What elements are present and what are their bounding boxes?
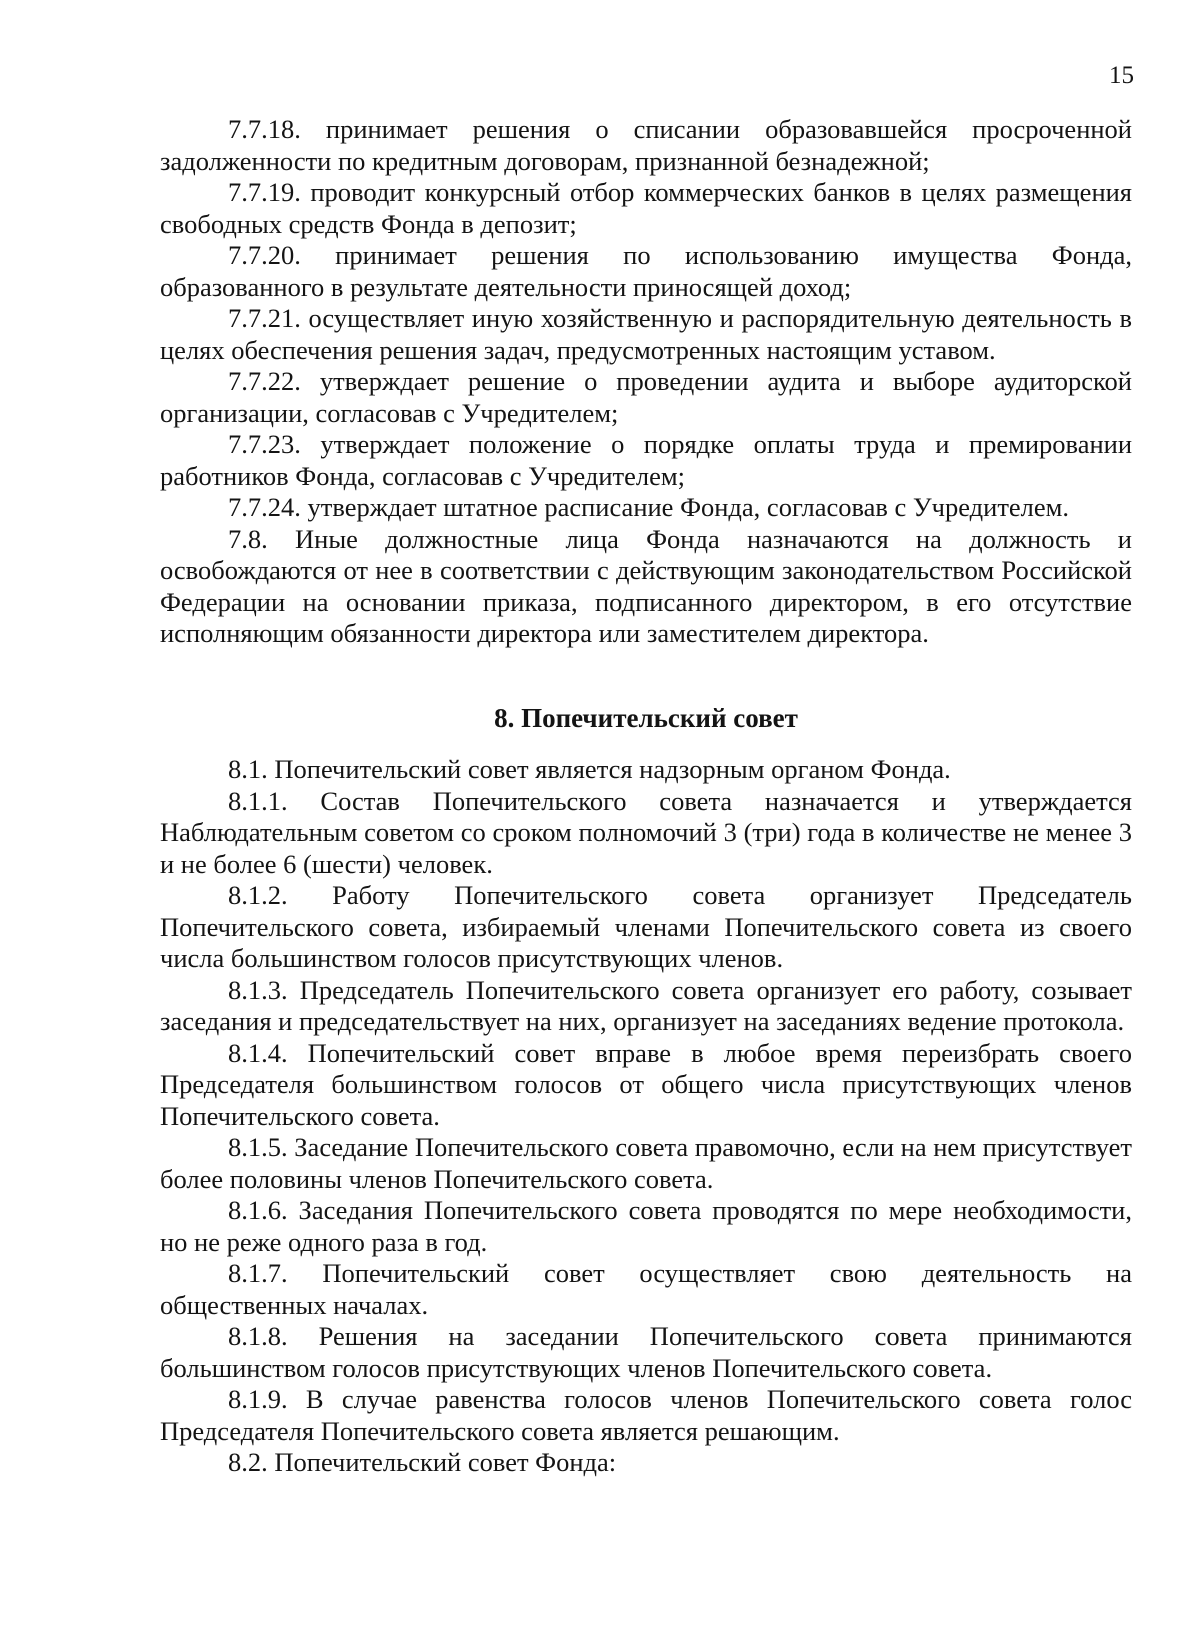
paragraph-8-1-3: 8.1.3. Председатель Попечительского совета организует его работу, созывает заседания и председательствует на них, организует на заседаниях ведение протокола. <box>160 974 1132 1036</box>
paragraph-7-7-20: 7.7.20. принимает решения по использованию имущества Фонда, образованного в результате деятельности приносящей доход; <box>160 240 1132 302</box>
paragraph-8-1-8: 8.1.8. Решения на заседании Попечительского совета принимаются большинством голосов присутствующих членов Попечительского совета. <box>160 1321 1132 1383</box>
page-number: 15 <box>1109 62 1134 89</box>
section-title: 8. Попечительский совет <box>494 702 798 733</box>
paragraph-8-1-4: 8.1.4. Попечительский совет вправе в любое время переизбрать своего Председателя большинством голосов от общего числа присутствующих членов Попечительского совета. <box>160 1037 1132 1131</box>
paragraph-8-1-1: 8.1.1. Состав Попечительского совета назначается и утверждается Наблюдательным советом со сроком полномочий 3 (три) года в количестве не менее 3 и не более 6 (шести) человек. <box>160 785 1132 879</box>
paragraph-8-2: 8.2. Попечительский совет Фонда: <box>228 1447 617 1477</box>
paragraph-8-1-2: 8.1.2. Работу Попечительского совета организует Председатель Попечительского совета, избираемый членами Попечительского совета из своего числа большинством голосов присутствующих членов. <box>160 880 1132 973</box>
paragraph-7-7-22: 7.7.22. утверждает решение о проведении аудита и выборе аудиторской организации, согласовав с Учредителем; <box>160 366 1132 428</box>
paragraph-7-8: 7.8. Иные должностные лица Фонда назначаются на должность и освобождаются от нее в соответствии с действующим законодательством Российской Федерации на основании приказа, подписанного директором, в его отсутствие исполняющим обязанности директора или заместителем директора. <box>160 523 1132 648</box>
paragraph-8-1-7: 8.1.7. Попечительский совет осуществляет свою деятельность на общественных началах. <box>160 1258 1132 1320</box>
document-body <box>160 114 1132 1479</box>
paragraph-7-7-19: 7.7.19. проводит конкурсный отбор коммерческих банков в целях размещения свободных средств Фонда в депозит; <box>160 177 1132 239</box>
paragraph-8-1-5: 8.1.5. Заседание Попечительского совета правомочно, если на нем присутствует более половины членов Попечительского совета. <box>160 1132 1132 1194</box>
paragraph-8-1-6: 8.1.6. Заседания Попечительского совета проводятся по мере необходимости, но не реже одного раза в год. <box>160 1195 1132 1257</box>
paragraph-8-1: 8.1. Попечительский совет является надзорным органом Фонда. <box>228 754 951 784</box>
paragraph-7-7-24: 7.7.24. утверждает штатное расписание Фонда, согласовав с Учредителем. <box>228 492 1070 522</box>
paragraph-7-7-23: 7.7.23. утверждает положение о порядке оплаты труда и премировании работников Фонда, согласовав с Учредителем; <box>160 429 1132 491</box>
paragraph-8-1-9: 8.1.9. В случае равенства голосов членов Попечительского совета голос Председателя Попечительского совета является решающим. <box>160 1384 1132 1446</box>
paragraph-7-7-18: 7.7.18. принимает решения о списании образовавшейся просроченной задолженности по кредитным договорам, признанной безнадежной; <box>160 114 1132 176</box>
paragraph-7-7-21: 7.7.21. осуществляет иную хозяйственную и распорядительную деятельность в целях обеспечения решения задач, предусмотренных настоящим уставом. <box>160 303 1132 365</box>
